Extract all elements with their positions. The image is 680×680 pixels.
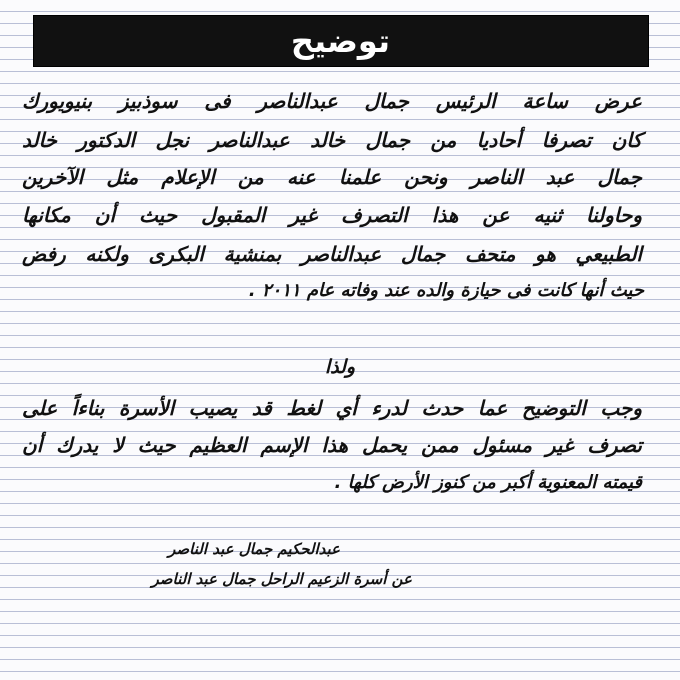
page-title: توضيح (290, 22, 390, 60)
body-line-8: تصرف غير مسئول ممن يحمل هذا الإسم العظيم حيث لا يدرك أن (22, 433, 642, 457)
body-line-9: قيمته المعنوية أكبر من كنوز الأرض كلها . (334, 472, 642, 493)
signature-affiliation: عن أسرة الزعيم الراحل جمال عبد الناصر (151, 570, 412, 588)
body-line-3: جمال عبد الناصر ونحن علمنا عنه من الإعلام مثل الآخرين (22, 165, 642, 189)
body-line-1: عرض ساعة الرئيس جمال عبدالناصر فى سوذبيز بنيويورك (22, 89, 642, 113)
title-banner (34, 16, 648, 66)
body-line-2: كان تصرفا أحاديا من جمال خالد عبدالناصر نجل الدكتور خالد (22, 128, 642, 152)
body-line-5: الطبيعي هو متحف جمال عبدالناصر بمنشية البكرى ولكنه رفض (22, 242, 642, 266)
body-line-6: حيث أنها كانت فى حيازة والده عند وفاته عام ٢٠١١ . (248, 280, 644, 301)
body-line-4: وحاولنا ثنيه عن هذا التصرف غير المقبول حيث أن مكانها (22, 203, 642, 227)
signature-name: عبدالحكيم جمال عبد الناصر (168, 540, 340, 558)
body-line-7: وجب التوضيح عما حدث لدرء أي لغط قد يصيب الأسرة بناءاً على (22, 396, 642, 420)
connector-word: ولذا (324, 356, 356, 378)
